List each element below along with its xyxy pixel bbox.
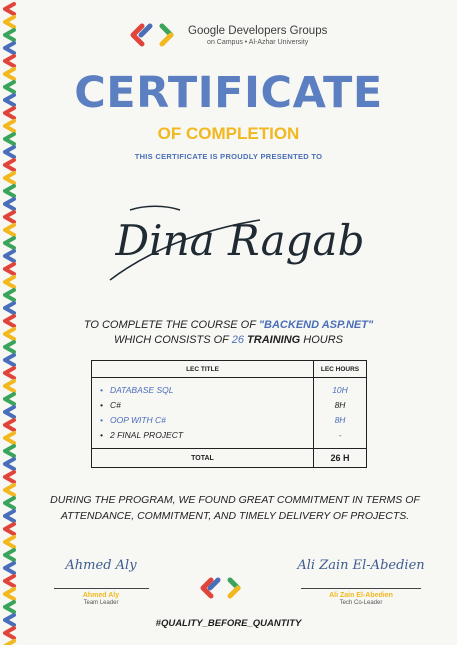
border-chevron-icon bbox=[5, 355, 14, 365]
list-item bbox=[100, 383, 305, 398]
border-chevron-icon bbox=[5, 498, 14, 508]
signature-script-right: Ali Zain El-Abedien bbox=[297, 558, 425, 573]
border-chevron-icon bbox=[5, 394, 14, 404]
certificate-subtitle: OF COMPLETION bbox=[157, 124, 300, 143]
border-chevron-icon bbox=[5, 225, 14, 235]
hours-cell bbox=[314, 378, 367, 449]
org-name: Google Developers Groups bbox=[188, 24, 328, 37]
program-statement bbox=[30, 492, 440, 524]
lecture-hours: 8H bbox=[334, 400, 346, 410]
border-chevron-icon bbox=[5, 4, 14, 14]
course-name: "BACKEND ASP.NET" bbox=[258, 319, 374, 331]
gdg-footer-logo-icon bbox=[200, 576, 248, 600]
border-chevron-icon bbox=[5, 407, 14, 417]
border-chevron-icon bbox=[5, 17, 14, 27]
certificate-title: CERTIFICATE bbox=[74, 68, 383, 118]
course-line-1 bbox=[0, 318, 457, 333]
border-chevron-icon bbox=[5, 381, 14, 391]
signature-line bbox=[301, 588, 421, 589]
signature-script-left: Ahmed Aly bbox=[65, 558, 137, 573]
border-chevron-icon bbox=[5, 212, 14, 222]
consists-prefix: WHICH CONSISTS OF bbox=[113, 334, 229, 346]
list-item bbox=[100, 413, 305, 428]
bullet-icon: • bbox=[100, 385, 103, 395]
recipient-text: Dina Ragab bbox=[115, 215, 365, 265]
total-label: TOTAL bbox=[92, 449, 314, 468]
total-value: 26 H bbox=[314, 449, 367, 468]
border-chevron-icon bbox=[5, 30, 14, 40]
border-chevron-icon bbox=[5, 524, 14, 534]
lecture-hours: - bbox=[338, 430, 342, 440]
titles-cell bbox=[92, 378, 314, 449]
border-chevron-icon bbox=[5, 537, 14, 547]
signature-line bbox=[54, 588, 149, 589]
border-chevron-icon bbox=[5, 238, 14, 248]
border-chevron-icon bbox=[5, 472, 14, 482]
signature-right bbox=[280, 558, 442, 606]
program-line-1: DURING THE PROGRAM, WE FOUND GREAT COMMITMENT IN TERMS OF bbox=[50, 494, 420, 506]
list-item bbox=[100, 428, 305, 443]
col-title-header: LEC TITLE bbox=[92, 361, 314, 378]
border-chevron-icon bbox=[5, 173, 14, 183]
signer-role-left: Team Leader bbox=[83, 600, 119, 606]
course-prefix: TO COMPLETE THE COURSE OF bbox=[83, 319, 256, 331]
presented-line: THIS CERTIFICATE IS PROUDLY PRESENTED TO bbox=[134, 152, 323, 161]
table-header-row bbox=[92, 361, 367, 378]
bullet-icon: • bbox=[100, 430, 103, 440]
program-line-2: ATTENDANCE, COMMITMENT, AND TIMELY DELIVERY OF PROJECTS. bbox=[60, 510, 410, 522]
motto: #QUALITY_BEFORE_QUANTITY bbox=[155, 618, 302, 629]
gdg-logo-icon bbox=[130, 22, 182, 48]
lecture-title: 2 FINAL PROJECT bbox=[110, 430, 184, 440]
border-chevron-icon bbox=[5, 485, 14, 495]
signer-name-left: Ahmed Aly bbox=[82, 592, 120, 599]
lecture-title: C# bbox=[110, 400, 121, 410]
border-chevron-icon bbox=[5, 186, 14, 196]
border-chevron-icon bbox=[5, 264, 14, 274]
border-chevron-icon bbox=[5, 43, 14, 53]
signature-left bbox=[46, 558, 156, 606]
lecture-title: DATABASE SQL bbox=[110, 385, 174, 395]
signer-name-right: Ali Zain El-Abedien bbox=[329, 592, 393, 599]
border-chevron-icon bbox=[5, 602, 14, 612]
hours-suffix: HOURS bbox=[303, 334, 344, 346]
border-chevron-icon bbox=[5, 303, 14, 313]
border-chevron-icon bbox=[5, 511, 14, 521]
course-description bbox=[0, 318, 457, 348]
border-chevron-icon bbox=[5, 160, 14, 170]
border-chevron-icon bbox=[5, 368, 14, 378]
border-chevron-icon bbox=[5, 563, 14, 573]
border-chevron-icon bbox=[5, 628, 14, 638]
list-item bbox=[100, 398, 305, 413]
border-chevron-icon bbox=[5, 459, 14, 469]
border-chevron-icon bbox=[5, 251, 14, 261]
border-chevron-icon bbox=[5, 641, 14, 645]
table-total-row bbox=[92, 449, 367, 468]
border-chevron-icon bbox=[5, 446, 14, 456]
border-chevron-icon bbox=[5, 56, 14, 66]
org-subtitle: on Campus • Al-Azhar University bbox=[207, 38, 309, 46]
border-chevron-icon bbox=[5, 290, 14, 300]
lecture-title: OOP WITH C# bbox=[110, 415, 166, 425]
header bbox=[130, 22, 327, 48]
course-line-2 bbox=[0, 333, 457, 348]
bullet-icon: • bbox=[100, 415, 103, 425]
border-chevron-icon bbox=[5, 589, 14, 599]
training-word: TRAINING bbox=[247, 334, 301, 346]
course-hours: 26 bbox=[231, 334, 244, 346]
org-block bbox=[188, 25, 327, 46]
signer-role-right: Tech Co-Leader bbox=[339, 600, 383, 606]
border-chevron-icon bbox=[5, 199, 14, 209]
lecture-hours: 10H bbox=[332, 385, 348, 395]
border-chevron-icon bbox=[5, 277, 14, 287]
border-chevron-icon bbox=[5, 576, 14, 586]
border-chevron-icon bbox=[5, 550, 14, 560]
table-body-row bbox=[92, 378, 367, 449]
bullet-icon: • bbox=[100, 400, 103, 410]
lectures-table bbox=[91, 360, 367, 468]
recipient-name bbox=[90, 190, 390, 290]
border-chevron-icon bbox=[5, 433, 14, 443]
col-hours-header: LEC HOURS bbox=[314, 361, 367, 378]
lecture-hours: 8H bbox=[334, 415, 346, 425]
border-chevron-icon bbox=[5, 420, 14, 430]
